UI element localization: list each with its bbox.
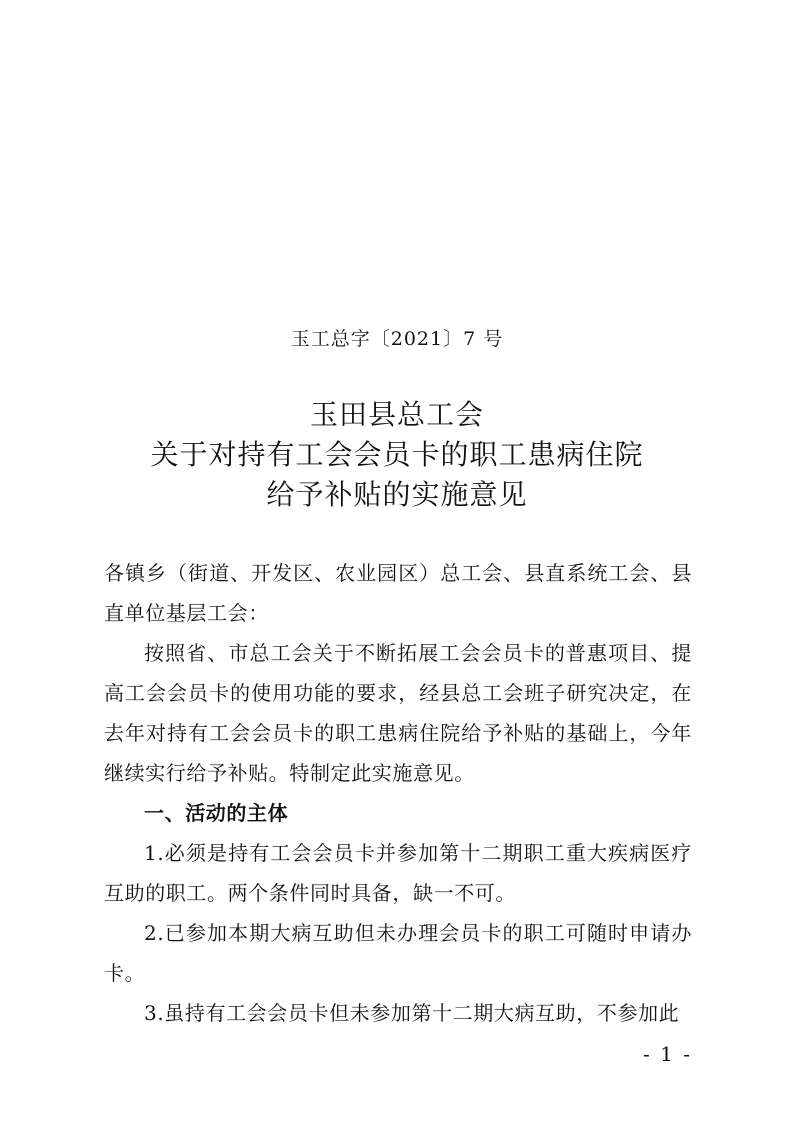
- document-title: [0, 395, 794, 515]
- section-heading: 一、活动的主体: [144, 801, 289, 825]
- title-line-3: 给予补贴的实施意见: [266, 478, 528, 511]
- list-item: 2.已参加本期大病互助但未办理会员卡的职工可随时申请办卡。: [104, 921, 692, 985]
- page-number: - 1 -: [643, 1042, 692, 1066]
- document-number: 玉工总字〔2021〕7 号: [290, 328, 504, 350]
- salutation: 各镇乡（街道、开发区、农业园区）总工会、县直系统工会、县直单位基层工会：: [104, 561, 692, 625]
- title-line-1: 玉田县总工会: [309, 398, 484, 431]
- intro-paragraph: 按照省、市总工会关于不断拓展工会会员卡的普惠项目、提高工会会员卡的使用功能的要求，经县总工会班子研究决定，在去年对持有工会会员卡的职工患病住院给予补贴的基础上，今年继续实行给予补贴。特制定此实施意见。: [104, 641, 692, 785]
- list-item: 1.必须是持有工会会员卡并参加第十二期职工重大疾病医疗互助的职工。两个条件同时具备，缺一不可。: [104, 841, 692, 905]
- document-body: [104, 553, 692, 1033]
- title-line-2: 关于对持有工会会员卡的职工患病住院: [150, 438, 644, 471]
- list-item: 3.虽持有工会会员卡但未参加第十二期大病互助，不参加此: [144, 1001, 680, 1025]
